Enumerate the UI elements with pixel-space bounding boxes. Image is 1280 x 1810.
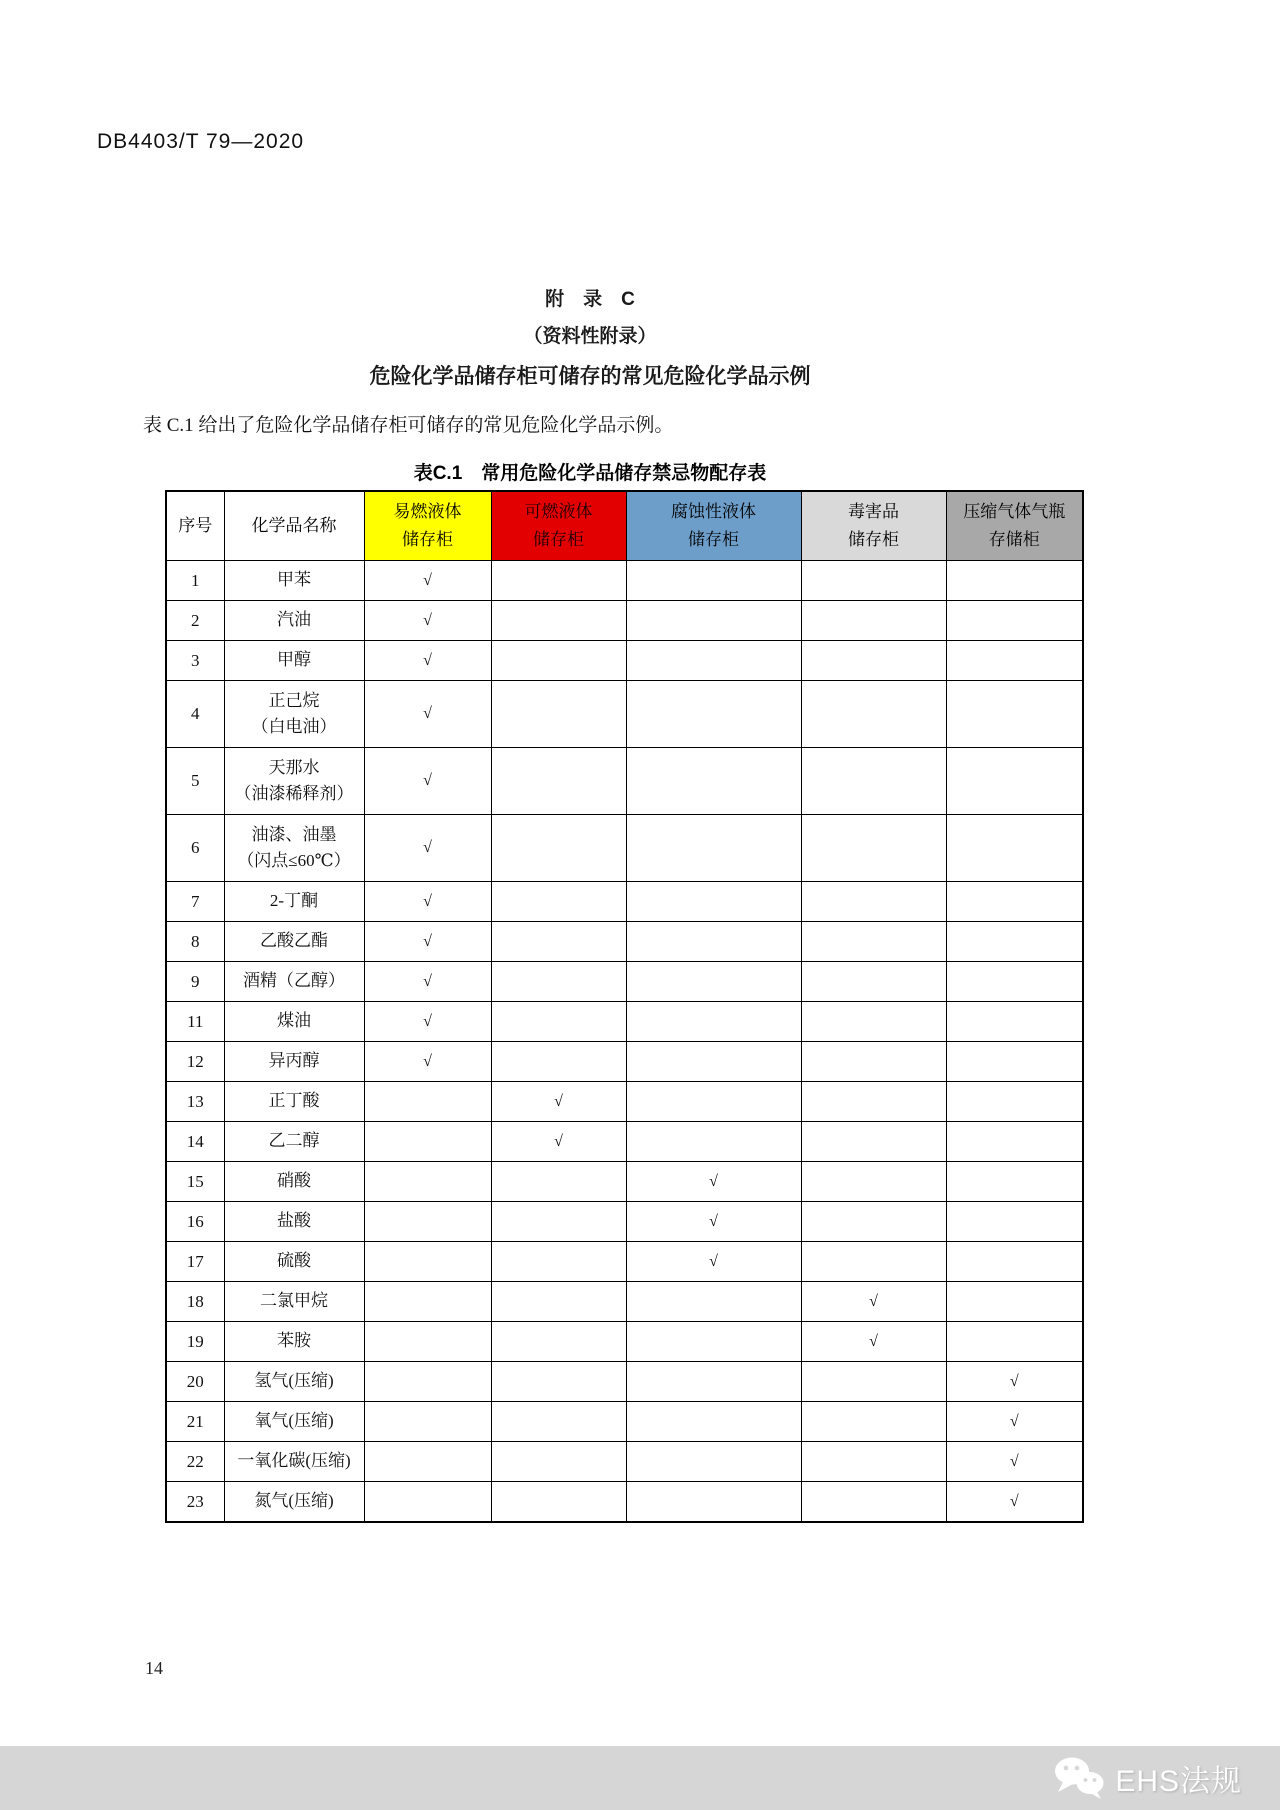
chemical-name: 氧气(压缩) (224, 1402, 364, 1442)
empty-cell (946, 962, 1083, 1002)
checkmark-cell-flammable: √ (364, 815, 491, 882)
checkmark-cell-flammable: √ (364, 1002, 491, 1042)
table-row (166, 1002, 1083, 1042)
chemical-name: 油漆、油墨 （闪点≤60℃） (224, 815, 364, 882)
chemical-name: 天那水 （油漆稀释剂） (224, 748, 364, 815)
row-number: 2 (166, 601, 224, 641)
appendix-title-block (97, 284, 1083, 390)
empty-cell (491, 1002, 626, 1042)
table-row (166, 1242, 1083, 1282)
checkmark-cell-gas: √ (946, 1442, 1083, 1482)
row-number: 1 (166, 561, 224, 601)
table-row (166, 1362, 1083, 1402)
doc-code: DB4403/T 79—2020 (97, 130, 305, 153)
appendix-subheading: （资料性附录） (523, 326, 657, 347)
row-number: 5 (166, 748, 224, 815)
intro-paragraph: 表 C.1 给出了危险化学品储存柜可储存的常见危险化学品示例。 (143, 415, 674, 436)
empty-cell (626, 681, 801, 748)
chemical-name: 汽油 (224, 601, 364, 641)
table-row (166, 1122, 1083, 1162)
table-row (166, 815, 1083, 882)
empty-cell (801, 1362, 946, 1402)
empty-cell (626, 962, 801, 1002)
empty-cell (626, 1402, 801, 1442)
table-row (166, 962, 1083, 1002)
appendix-subject: 危险化学品储存柜可储存的常见危险化学品示例 (369, 365, 811, 388)
empty-cell (946, 1162, 1083, 1202)
empty-cell (626, 561, 801, 601)
checkmark-cell-corrosive: √ (626, 1162, 801, 1202)
row-number: 15 (166, 1162, 224, 1202)
column-header-combustible: 可燃液体 储存柜 (491, 491, 626, 561)
checkmark-cell-gas: √ (946, 1482, 1083, 1523)
empty-cell (364, 1162, 491, 1202)
empty-cell (364, 1402, 491, 1442)
empty-cell (491, 561, 626, 601)
empty-cell (946, 1242, 1083, 1282)
empty-cell (801, 1162, 946, 1202)
chemical-name: 氮气(压缩) (224, 1482, 364, 1523)
table-row (166, 561, 1083, 601)
empty-cell (491, 641, 626, 681)
row-number: 17 (166, 1242, 224, 1282)
chemical-name: 氢气(压缩) (224, 1362, 364, 1402)
empty-cell (946, 922, 1083, 962)
watermark (1051, 1755, 1242, 1801)
chemical-name: 盐酸 (224, 1202, 364, 1242)
empty-cell (801, 922, 946, 962)
empty-cell (491, 1242, 626, 1282)
empty-cell (364, 1242, 491, 1282)
empty-cell (801, 962, 946, 1002)
empty-cell (946, 1322, 1083, 1362)
empty-cell (364, 1442, 491, 1482)
table-row (166, 1282, 1083, 1322)
empty-cell (801, 1402, 946, 1442)
checkmark-cell-flammable: √ (364, 882, 491, 922)
row-number: 23 (166, 1482, 224, 1523)
table-header-row (166, 491, 1083, 561)
row-number: 16 (166, 1202, 224, 1242)
empty-cell (946, 681, 1083, 748)
row-number: 18 (166, 1282, 224, 1322)
row-number: 20 (166, 1362, 224, 1402)
chemical-name: 甲醇 (224, 641, 364, 681)
footer-band (0, 1746, 1280, 1810)
checkmark-cell-flammable: √ (364, 561, 491, 601)
empty-cell (626, 1282, 801, 1322)
appendix-heading: 附 录 C (545, 289, 635, 310)
chemical-name: 甲苯 (224, 561, 364, 601)
table-row (166, 1082, 1083, 1122)
chemical-name: 煤油 (224, 1002, 364, 1042)
empty-cell (626, 815, 801, 882)
empty-cell (626, 1042, 801, 1082)
empty-cell (364, 1202, 491, 1242)
table-row (166, 1442, 1083, 1482)
empty-cell (491, 962, 626, 1002)
chemical-name: 一氧化碳(压缩) (224, 1442, 364, 1482)
empty-cell (946, 1042, 1083, 1082)
chemical-name: 异丙醇 (224, 1042, 364, 1082)
empty-cell (626, 1362, 801, 1402)
empty-cell (491, 1042, 626, 1082)
row-number: 19 (166, 1322, 224, 1362)
chemical-name: 苯胺 (224, 1322, 364, 1362)
table-row (166, 748, 1083, 815)
row-number: 12 (166, 1042, 224, 1082)
empty-cell (801, 561, 946, 601)
checkmark-cell-flammable: √ (364, 1042, 491, 1082)
checkmark-cell-flammable: √ (364, 748, 491, 815)
empty-cell (364, 1122, 491, 1162)
empty-cell (626, 1482, 801, 1523)
empty-cell (946, 748, 1083, 815)
empty-cell (946, 815, 1083, 882)
table-row (166, 1162, 1083, 1202)
checkmark-cell-flammable: √ (364, 962, 491, 1002)
empty-cell (801, 1002, 946, 1042)
chemical-name: 二氯甲烷 (224, 1282, 364, 1322)
row-number: 22 (166, 1442, 224, 1482)
empty-cell (491, 815, 626, 882)
row-number: 3 (166, 641, 224, 681)
empty-cell (491, 748, 626, 815)
empty-cell (801, 748, 946, 815)
table-row (166, 1322, 1083, 1362)
empty-cell (626, 748, 801, 815)
empty-cell (491, 1402, 626, 1442)
empty-cell (801, 1442, 946, 1482)
page-number: 14 (145, 1658, 163, 1678)
empty-cell (491, 1442, 626, 1482)
checkmark-cell-corrosive: √ (626, 1242, 801, 1282)
checkmark-cell-combustible: √ (491, 1082, 626, 1122)
empty-cell (491, 681, 626, 748)
empty-cell (491, 922, 626, 962)
checkmark-cell-gas: √ (946, 1362, 1083, 1402)
row-number: 11 (166, 1002, 224, 1042)
checkmark-cell-gas: √ (946, 1402, 1083, 1442)
empty-cell (801, 681, 946, 748)
empty-cell (801, 601, 946, 641)
empty-cell (801, 815, 946, 882)
row-number: 14 (166, 1122, 224, 1162)
empty-cell (626, 1002, 801, 1042)
empty-cell (946, 601, 1083, 641)
chemical-name: 硫酸 (224, 1242, 364, 1282)
empty-cell (364, 1482, 491, 1523)
empty-cell (946, 561, 1083, 601)
empty-cell (491, 1362, 626, 1402)
watermark-label: EHS法规 (1115, 1765, 1242, 1798)
empty-cell (801, 1122, 946, 1162)
empty-cell (364, 1322, 491, 1362)
empty-cell (626, 1082, 801, 1122)
checkmark-cell-combustible: √ (491, 1122, 626, 1162)
empty-cell (626, 922, 801, 962)
chemical-name: 硝酸 (224, 1162, 364, 1202)
row-number: 6 (166, 815, 224, 882)
checkmark-cell-toxic: √ (801, 1282, 946, 1322)
table-row (166, 1402, 1083, 1442)
empty-cell (491, 882, 626, 922)
empty-cell (801, 641, 946, 681)
empty-cell (491, 1282, 626, 1322)
chemical-name: 正丁酸 (224, 1082, 364, 1122)
column-header-no: 序号 (166, 491, 224, 561)
table-row (166, 1202, 1083, 1242)
checkmark-cell-flammable: √ (364, 922, 491, 962)
column-header-toxic: 毒害品 储存柜 (801, 491, 946, 561)
row-number: 7 (166, 882, 224, 922)
empty-cell (946, 1082, 1083, 1122)
empty-cell (626, 1442, 801, 1482)
empty-cell (801, 1082, 946, 1122)
row-number: 8 (166, 922, 224, 962)
column-header-flammable: 易燃液体 储存柜 (364, 491, 491, 561)
empty-cell (364, 1362, 491, 1402)
empty-cell (801, 882, 946, 922)
row-number: 9 (166, 962, 224, 1002)
chemical-name: 乙酸乙酯 (224, 922, 364, 962)
empty-cell (626, 601, 801, 641)
column-header-gas: 压缩气体气瓶 存储柜 (946, 491, 1083, 561)
empty-cell (491, 601, 626, 641)
empty-cell (626, 641, 801, 681)
empty-cell (801, 1482, 946, 1523)
column-header-corrosive: 腐蚀性液体 储存柜 (626, 491, 801, 561)
empty-cell (626, 1322, 801, 1362)
empty-cell (801, 1042, 946, 1082)
empty-cell (801, 1242, 946, 1282)
empty-cell (946, 1122, 1083, 1162)
table-row (166, 1482, 1083, 1523)
empty-cell (364, 1082, 491, 1122)
table-row (166, 601, 1083, 641)
chemical-name: 乙二醇 (224, 1122, 364, 1162)
empty-cell (946, 882, 1083, 922)
chemical-storage-table (165, 490, 1084, 1523)
chemical-name: 2-丁酮 (224, 882, 364, 922)
empty-cell (491, 1322, 626, 1362)
table-row (166, 641, 1083, 681)
checkmark-cell-flammable: √ (364, 641, 491, 681)
checkmark-cell-toxic: √ (801, 1322, 946, 1362)
table-row (166, 681, 1083, 748)
row-number: 4 (166, 681, 224, 748)
table-caption: 表C.1 常用危险化学品储存禁忌物配存表 (413, 463, 767, 484)
chemical-name: 正己烷 （白电油） (224, 681, 364, 748)
table-row (166, 922, 1083, 962)
row-number: 13 (166, 1082, 224, 1122)
empty-cell (491, 1202, 626, 1242)
table-row (166, 882, 1083, 922)
empty-cell (946, 641, 1083, 681)
empty-cell (626, 1122, 801, 1162)
empty-cell (801, 1202, 946, 1242)
table-row (166, 1042, 1083, 1082)
empty-cell (491, 1482, 626, 1523)
empty-cell (491, 1162, 626, 1202)
empty-cell (364, 1282, 491, 1322)
wechat-icon (1051, 1755, 1107, 1801)
row-number: 21 (166, 1402, 224, 1442)
column-header-name: 化学品名称 (224, 491, 364, 561)
checkmark-cell-corrosive: √ (626, 1202, 801, 1242)
checkmark-cell-flammable: √ (364, 601, 491, 641)
checkmark-cell-flammable: √ (364, 681, 491, 748)
empty-cell (946, 1002, 1083, 1042)
chemical-name: 酒精（乙醇） (224, 962, 364, 1002)
empty-cell (946, 1282, 1083, 1322)
empty-cell (626, 882, 801, 922)
empty-cell (946, 1202, 1083, 1242)
